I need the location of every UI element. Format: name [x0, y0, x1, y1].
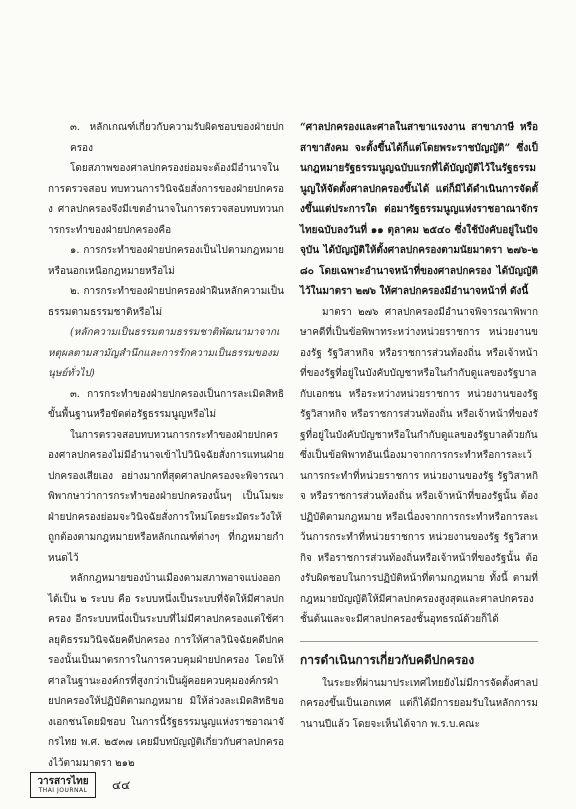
- journal-logo: [30, 772, 96, 798]
- left-paragraph-4: ๒. การกระทำของฝ่ายปกครองฝ่าฝืนหลักความเป็นธรรมตามธรรมชาติหรือไม่: [48, 286, 284, 318]
- logo-main-text: วารสารไทย: [37, 776, 89, 787]
- left-paragraph-1: ๓. หลักเกณฑ์เกี่ยวกับความรับผิดชอบของฝ่ายปกครอง: [70, 122, 284, 154]
- left-paragraph-3: ๑. การกระทำของฝ่ายปกครองเป็นไปตามกฎหมายหรือนอกเหนือกฎหมายหรือไม่: [48, 245, 284, 277]
- left-paragraph-7: ในการตรวจสอบทบทวนการกระทำของฝ่ายปกครองศาลปกครองไม่มีอำนาจเข้าไปวินิจฉัยสั่งการแทนฝ่ายปกครองเสียเอง อย่างมากที่สุดศาลปกครองจะพิจารณาพิพากษาว่าการกระทำของฝ่ายปกครองนั้นๆ เป็นโมฆะ ฝ่ายปกครองย่อมจะวินิจฉัยสั่งการใหม่โดยระมัดระวังให้ถูกต้องตามกฎหมายหรือหลักเกณฑ์ต่างๆ ที่กฎหมายกำหนดไว้: [48, 429, 284, 564]
- left-paragraph-2: โดยสภาพของศาลปกครองย่อมจะต้องมีอำนาจในการตรวจสอบ ทบทวนการวินิจฉัยสั่งการของฝ่ายปกครอง ศาลปกครองจึงมีเขตอำนาจในการตรวจสอบทบทวนการกระทำของฝ่ายปกครองคือ: [48, 163, 284, 236]
- left-column: [48, 118, 284, 774]
- right-paragraph-2: มาตรา ๒๗๖ ศาลปกครองมีอำนาจพิจารณาพิพากษาคดีที่เป็นข้อพิพาทระหว่างหน่วยราชการ หน่วยงานของรัฐ รัฐวิสาหกิจ หรือราชการส่วนท้องถิ่น หรือเจ้าหน้าที่ของรัฐที่อยู่ในบังคับบัญชาหรือในกำกับดูแลของรัฐบาลกับเอกชน หรือระหว่างหน่วยราชการ หน่วยงานของรัฐ รัฐวิสาหกิจ หรือราชการส่วนท้องถิ่น หรือเจ้าหน้าที่ของรัฐที่อยู่ในบังคับบัญชาหรือในกำกับดูแลของรัฐบาลด้วยกัน ซึ่งเป็นข้อพิพาทอันเนื่องมาจากการกระทำหรือการละเว้นการกระทำที่หน่วยราชการ หน่วยงานของรัฐ รัฐวิสาหกิจ หรือราชการส่วนท้องถิ่น หรือเจ้าหน้าที่ของรัฐนั้น ต้องปฏิบัติตามกฎหมาย หรือเนื่องจากการกระทำหรือการละเว้นการกระทำที่หน่วยราชการ หน่วยงานของรัฐ รัฐวิสาหกิจ หรือราชการส่วนท้องถิ่นหรือเจ้าหน้าที่ของรัฐนั้น ต้องรับผิดชอบในการปฏิบัติหน้าที่ตามกฎหมาย ทั้งนี้ ตามที่กฎหมายบัญญัติให้มีศาลปกครองสูงสุดและศาลปกครองชั้นต้นและจะมีศาลปกครองชั้นอุทธรณ์ด้วยก็ได้: [300, 306, 538, 625]
- page-number: ๔๔: [112, 777, 131, 792]
- left-paragraph-6: ๓. การกระทำของฝ่ายปกครองเป็นการละเมิดสิทธิขั้นพื้นฐานหรือขัดต่อรัฐธรรมนูญหรือไม่: [48, 388, 284, 420]
- right-paragraph-1: “ศาลปกครองและศาลในสาขาแรงงาน สาขาภาษี หรือสาขาสังคม จะตั้งขึ้นได้ก็แต่โดยพระราชบัญญัติ” ซึ่งเป็นกฎหมายรัฐธรรมนูญฉบับแรกที่ได้บัญญัติไว้ในรัฐธรรมนูญให้จัดตั้งศาลปกครองขึ้นได้ แต่ก็มิได้ดำเนินการจัดตั้งขึ้นแต่ประการใด ต่อมารัฐธรรมนูญแห่งราชอาณาจักรไทยฉบับลงวันที่ ๑๑ ตุลาคม ๒๕๔๐ ซึ่งใช้บังคับอยู่ในปัจจุบัน ได้บัญญัติให้ตั้งศาลปกครองตามนัยมาตรา ๒๗๖-๒๘๐ โดยเฉพาะอำนาจหน้าที่ของศาลปกครอง ได้บัญญัติไว้ในมาตรา ๒๗๖ ให้ศาลปกครองมีอำนาจหน้าที่ ดังนี้: [300, 122, 538, 297]
- left-paragraph-8: หลักกฎหมายของบ้านเมืองตามสภาพอาจแบ่งออกได้เป็น ๒ ระบบ คือ ระบบหนึ่งเป็นระบบที่จัดให้มีศาลปกครอง อีกระบบหนึ่งเป็นระบบที่ไม่มีศาลปกครองแต่ใช้ศาลยุติธรรมวินิจฉัยคดีปกครอง การให้ศาลวินิจฉัยคดีปกครองนั้นเป็นมาตรการในการควบคุมฝ่ายปกครอง โดยให้ศาลในฐานะองค์กรที่สูงกว่าเป็นผู้คอยควบคุมองค์กรฝ่ายปกครองให้ปฏิบัติตามกฎหมาย มิให้ล่วงละเมิดสิทธิของเอกชนโดยมิชอบ ในการนี้รัฐธรรมนูญแห่งราชอาณาจักรไทย พ.ศ. ๒๕๓๗ เคยมีบทบัญญัติเกี่ยวกับศาลปกครองไว้ตามมาตรา ๒๑๒: [48, 573, 284, 769]
- right-column: [300, 118, 538, 735]
- page-footer: [30, 770, 230, 800]
- logo-sub-text: THAI JOURNAL: [38, 787, 88, 794]
- left-paragraph-5: (หลักความเป็นธรรมตามธรรมชาติพัฒนามาจากเหตุผลตามสามัญสำนึกและการรักความเป็นธรรมของมนุษย์ทั่วไป): [48, 327, 280, 379]
- section-heading: การดำเนินการเกี่ยวกับคดีปกครอง: [300, 641, 538, 670]
- right-paragraph-3: ในระยะที่ผ่านมาประเทศไทยยังไม่มีการจัดตั้งศาลปกครองขึ้นเป็นเอกเทศ แต่ก็ได้มีการยอมรับในหลักการมานานปีแล้ว โดยจะเห็นได้จาก พ.ร.บ.คณะ: [300, 677, 538, 730]
